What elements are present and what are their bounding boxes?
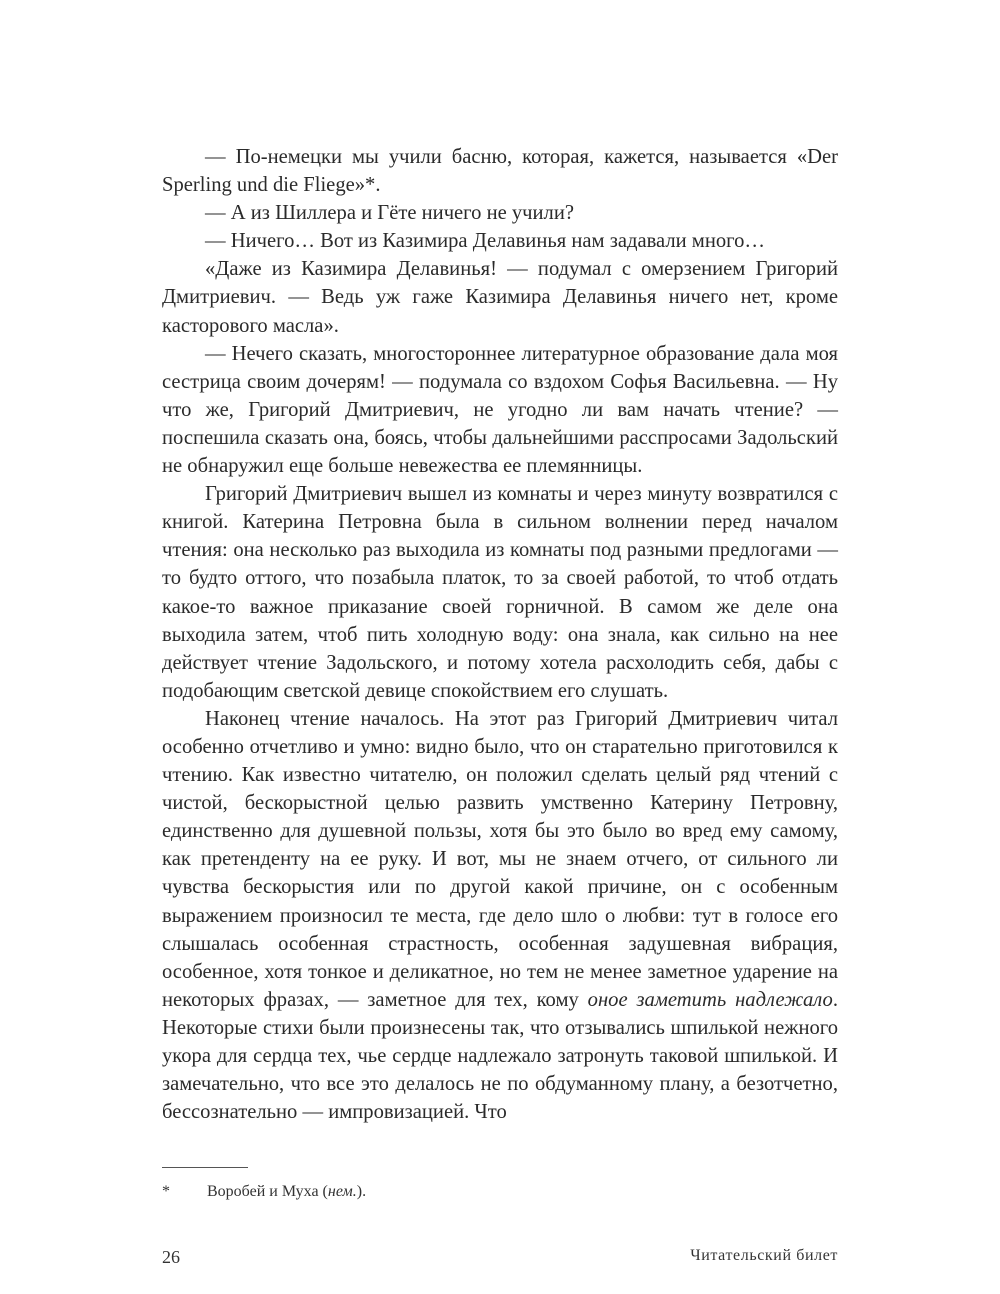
paragraph-6: Григорий Дмитриевич вышел из комнаты и через минуту возвратился с книгой. Катерина Петровна была в сильном волнении перед началом чтения: она несколько раз выходила из комнаты под разными предлогами — то будто оттого, что позабыла платок, то за своей работой, то чтоб отдать какое-то важное приказание своей горничной. В самом же деле она выходила затем, чтоб пить холодную воду: она знала, как сильно на нее действует чтение Задольского, и потому хотела расхолодить себя, дабы с подобающим светской девице спокойствием его слушать. [162, 483, 838, 702]
paragraph-7-text-end: . Некоторые стихи были произнесены так, что отзывались шпилькой нежного укора для сердца тех, чье сердце надлежало затронуть таковой шпилькой. И замечательно, что все это делалось не по обдуманному плану, а безотчетно, бессознательно — импровизацией. Что [162, 988, 838, 1124]
paragraph-5: — Нечего сказать, многостороннее литературное образование дала моя сестрица своим дочерям! — подумала со вздохом Софья Васильевна. — Ну что же, Григорий Дмитриевич, не угодно ли вам начать чтение? — поспешила сказать она, боясь, чтобы дальнейшими расспросами Задольский не обнаружил еще больше невежества ее племянницы. [162, 342, 838, 478]
paragraph-7 [162, 705, 838, 1126]
paragraph-1: — По-немецки мы учили басню, которая, кажется, называется «Der Sperling und die Fliege»*. [162, 146, 838, 197]
running-title: Читательский билет [690, 1247, 838, 1264]
footnote-italic: нем. [327, 1183, 357, 1200]
page-number: 26 [162, 1247, 180, 1267]
footnote-mark: * [162, 1183, 170, 1200]
paragraph-4: «Даже из Казимира Делавинья! — подумал с омерзением Григорий Дмитриевич. — Ведь уж гаже Казимира Делавинья ничего нет, кроме касторового масла». [162, 258, 838, 337]
footnote-text: Воробей и Муха ( [207, 1183, 328, 1200]
footnote-divider [162, 1167, 248, 1168]
paragraph-7-text-start: Наконец чтение началось. На этот раз Григорий Дмитриевич читал особенно отчетливо и умно: видно было, что он старательно приготовился к чтению. Как известно читателю, он положил сделать целый ряд чтений с чистой, бескорыстной целью развить умственно Катерину Петровну, единственно для душевной пользы, хотя бы это было во вред ему самому, как претенденту на ее руку. И вот, мы не знаем отчего, от сильного ли чувства бескорыстия или по другой какой причине, он с особенным выражением произносил те места, где дело шло о любви: тут в голосе его слышалась особенная страстность, особенная задушевная вибрация, особенное, хотя тонкое и деликатное, но тем не менее заметное ударение на некоторых фразах, — заметное для тех, кому [162, 707, 838, 1011]
footnote [162, 1181, 838, 1203]
paragraph-3: — Ничего… Вот из Казимира Делавинья нам задавали много… [205, 230, 765, 253]
paragraph-7-italic-phrase: оное заметить надлежало [587, 988, 833, 1011]
page-body [162, 143, 838, 1126]
footnote-closing: ). [356, 1183, 367, 1200]
paragraph-2: — А из Шиллера и Гёте ничего не учили? [205, 202, 574, 225]
